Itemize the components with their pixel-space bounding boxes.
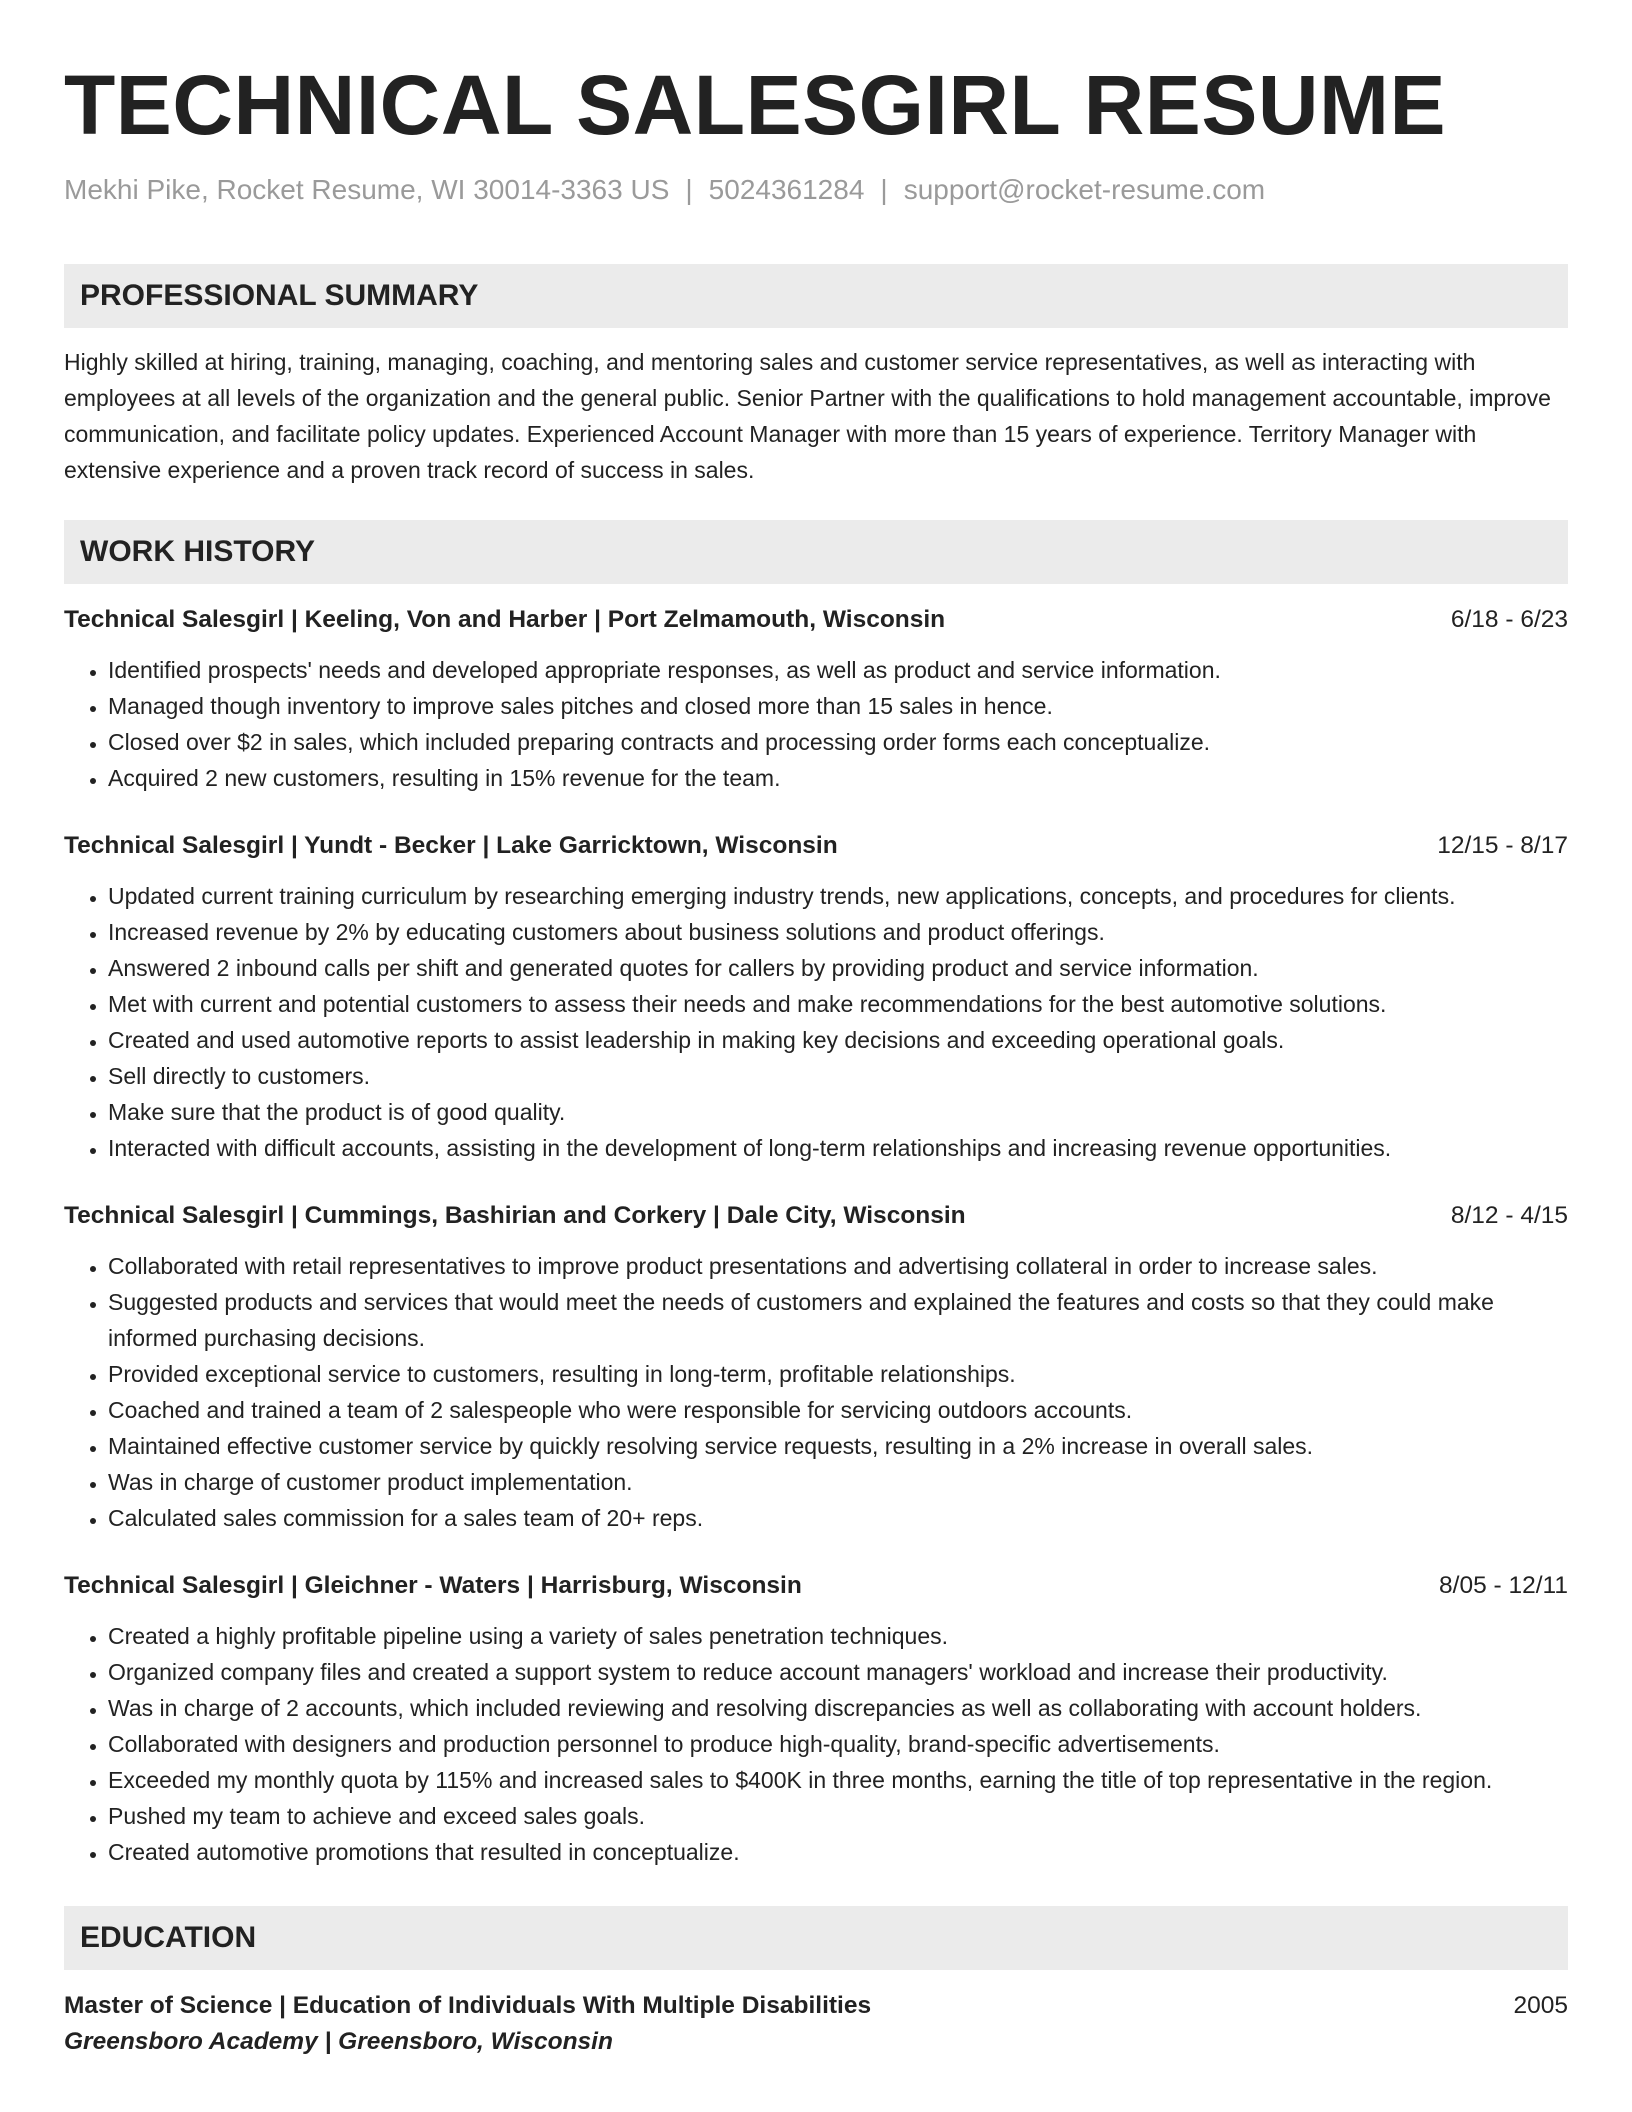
bullet-item: • Was in charge of 2 accounts, which included reviewing and resolving discrepancies as well as collaborating with account holders. xyxy=(108,1690,1568,1726)
bullet-item: • Identified prospects' needs and developed appropriate responses, as well as product and service information. xyxy=(108,652,1568,688)
bullet-item: • Created automotive promotions that resulted in conceptualize. xyxy=(108,1834,1568,1870)
job-bullets xyxy=(64,1618,1568,1870)
contact-separator: | xyxy=(880,174,888,205)
contact-address: Mekhi Pike, Rocket Resume, WI 30014-3363 US xyxy=(64,174,670,205)
job-bullets xyxy=(64,878,1568,1166)
bullet-item: • Pushed my team to achieve and exceed sales goals. xyxy=(108,1798,1568,1834)
job-header xyxy=(64,1198,1568,1234)
job-dates: 8/12 - 4/15 xyxy=(1450,1202,1568,1229)
education-heading: EDUCATION xyxy=(64,1906,1568,1970)
education-school: Greensboro Academy | Greensboro, Wisconsin xyxy=(64,2028,613,2055)
education-degree: Master of Science | Education of Individuals With Multiple Disabilities xyxy=(64,1992,872,2019)
job-title: Technical Salesgirl | Keeling, Von and Harber | Port Zelmamouth, Wisconsin xyxy=(64,606,946,633)
contact-phone: 5024361284 xyxy=(708,174,865,205)
bullet-item: • Collaborated with designers and production personnel to produce high-quality, brand-specific advertisements. xyxy=(108,1726,1568,1762)
job-dates: 6/18 - 6/23 xyxy=(1450,606,1568,633)
bullet-item: • Answered 2 inbound calls per shift and generated quotes for callers by providing product and service information. xyxy=(108,950,1568,986)
job-title: Technical Salesgirl | Cummings, Bashirian and Corkery | Dale City, Wisconsin xyxy=(64,1202,966,1229)
resume-title: TECHNICAL SALESGIRL RESUME xyxy=(64,58,1447,152)
bullet-item: • Exceeded my monthly quota by 115% and increased sales to $400K in three months, earning the title of top representative in the region. xyxy=(108,1762,1568,1798)
bullet-item: • Increased revenue by 2% by educating customers about business solutions and product offerings. xyxy=(108,914,1568,950)
summary-text: Highly skilled at hiring, training, managing, coaching, and mentoring sales and customer service representatives, as well as interacting with employees at all levels of the organization and the general public. Senior Partner with the qualifications to hold management accountable, improve communication, and facilitate policy updates. Experienced Account Manager with more than 15 years of experience. Territory Manager with extensive experience and a proven track record of success in sales. xyxy=(64,349,1551,483)
bullet-item: • Make sure that the product is of good quality. xyxy=(108,1094,1568,1130)
bullet-item: • Acquired 2 new customers, resulting in 15% revenue for the team. xyxy=(108,760,1568,796)
job-entry xyxy=(64,828,1568,1166)
work-history-heading: WORK HISTORY xyxy=(64,520,1568,584)
bullet-item: • Provided exceptional service to customers, resulting in long-term, profitable relationships. xyxy=(108,1356,1568,1392)
contact-email: support@rocket-resume.com xyxy=(903,174,1266,205)
bullet-item: • Created and used automotive reports to assist leadership in making key decisions and exceeding operational goals. xyxy=(108,1022,1568,1058)
job-title: Technical Salesgirl | Yundt - Becker | Lake Garricktown, Wisconsin xyxy=(64,832,838,859)
bullet-item: • Sell directly to customers. xyxy=(108,1058,1568,1094)
education-year: 2005 xyxy=(1513,1992,1568,2019)
bullet-item: • Created a highly profitable pipeline using a variety of sales penetration techniques. xyxy=(108,1618,1568,1654)
bullet-item: • Maintained effective customer service by quickly resolving service requests, resulting in a 2% increase in overall sales. xyxy=(108,1428,1568,1464)
bullet-item: • Suggested products and services that would meet the needs of customers and explained the features and costs so that they could make informed purchasing decisions. xyxy=(108,1284,1568,1356)
bullet-item: • Managed though inventory to improve sales pitches and closed more than 15 sales in hence. xyxy=(108,688,1568,724)
job-entry xyxy=(64,602,1568,796)
job-bullets xyxy=(64,652,1568,796)
education-entry xyxy=(64,1988,1568,2024)
contact-line xyxy=(64,170,1568,210)
bullet-item: • Updated current training curriculum by researching emerging industry trends, new applications, concepts, and procedures for clients. xyxy=(108,878,1568,914)
job-dates: 12/15 - 8/17 xyxy=(1437,832,1568,859)
bullet-item: • Interacted with difficult accounts, assisting in the development of long-term relationships and increasing revenue opportunities. xyxy=(108,1130,1568,1166)
bullet-item: • Closed over $2 in sales, which included preparing contracts and processing order forms each conceptualize. xyxy=(108,724,1568,760)
job-title: Technical Salesgirl | Gleichner - Waters | Harrisburg, Wisconsin xyxy=(64,1572,802,1599)
contact-separator: | xyxy=(685,174,693,205)
bullet-item: • Coached and trained a team of 2 salespeople who were responsible for servicing outdoors accounts. xyxy=(108,1392,1568,1428)
job-entry xyxy=(64,1568,1568,1870)
job-entry xyxy=(64,1198,1568,1536)
job-header xyxy=(64,602,1568,638)
job-bullets xyxy=(64,1248,1568,1536)
bullet-item: • Was in charge of customer product implementation. xyxy=(108,1464,1568,1500)
bullet-item: • Calculated sales commission for a sales team of 20+ reps. xyxy=(108,1500,1568,1536)
summary-heading: PROFESSIONAL SUMMARY xyxy=(64,264,1568,328)
job-dates: 8/05 - 12/11 xyxy=(1439,1572,1568,1599)
bullet-item: • Collaborated with retail representatives to improve product presentations and advertising collateral in order to increase sales. xyxy=(108,1248,1568,1284)
job-header xyxy=(64,1568,1568,1604)
job-header xyxy=(64,828,1568,864)
bullet-item: • Organized company files and created a support system to reduce account managers' workload and increase their productivity. xyxy=(108,1654,1568,1690)
bullet-item: • Met with current and potential customers to assess their needs and make recommendations for the best automotive solutions. xyxy=(108,986,1568,1022)
